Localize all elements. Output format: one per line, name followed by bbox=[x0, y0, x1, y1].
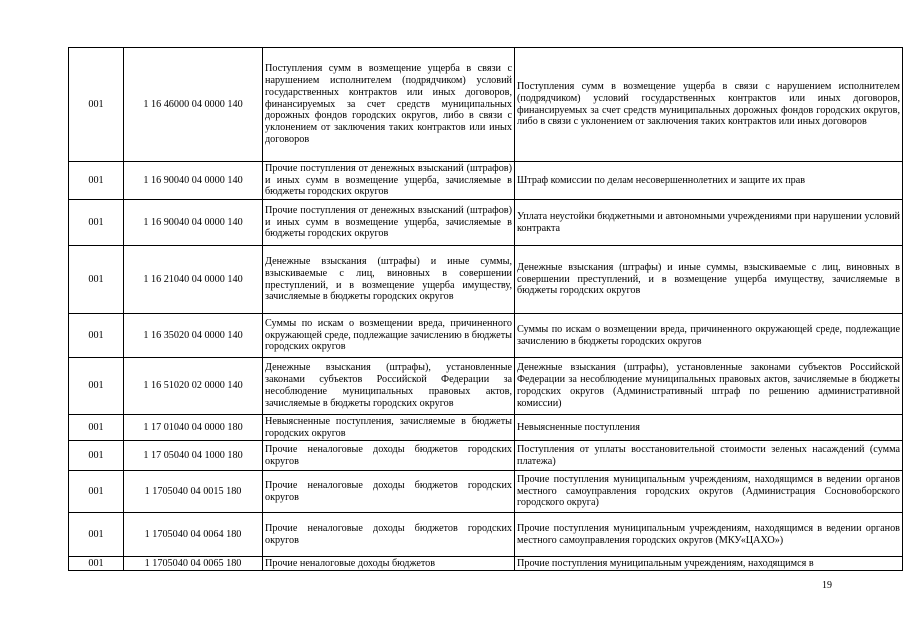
revenue-codes-table bbox=[68, 47, 903, 571]
kbk-code-cell: 1 16 46000 04 0000 140 bbox=[124, 48, 263, 162]
table-row bbox=[69, 557, 903, 571]
table-row bbox=[69, 48, 903, 162]
table-row bbox=[69, 162, 903, 200]
admin-code-cell: 001 bbox=[69, 200, 124, 246]
revenue-name-cell: Невыясненные поступления, зачисляемые в бюджеты городских округов bbox=[263, 415, 515, 441]
table-row bbox=[69, 314, 903, 358]
admin-code-cell: 001 bbox=[69, 246, 124, 314]
table-row bbox=[69, 471, 903, 513]
kbk-code-cell: 1 17 01040 04 0000 180 bbox=[124, 415, 263, 441]
revenue-description-cell: Штраф комиссии по делам несовершеннолетних и защите их прав bbox=[515, 162, 903, 200]
revenue-description-cell: Поступления сумм в возмещение ущерба в связи с нарушением исполнителем (подрядчиком) условий государственных контрактов или иных договоров, финансируемых за счет средств муниципальных дорожных фондов городских округов, либо в связи с уклонением от заключения таких контрактов или иных договоров bbox=[515, 48, 903, 162]
revenue-name-cell: Прочие поступления от денежных взысканий (штрафов) и иных сумм в возмещение ущерба, зачисляемые в бюджеты городских округов bbox=[263, 200, 515, 246]
admin-code-cell: 001 bbox=[69, 314, 124, 358]
revenue-description-cell: Прочие поступления муниципальным учреждениям, находящимся в ведении органов местного самоуправления городских округов (МКУ«ЦАХО») bbox=[515, 513, 903, 557]
kbk-code-cell: 1 16 21040 04 0000 140 bbox=[124, 246, 263, 314]
table-row bbox=[69, 415, 903, 441]
kbk-code-cell: 1 16 90040 04 0000 140 bbox=[124, 162, 263, 200]
kbk-code-cell: 1 1705040 04 0065 180 bbox=[124, 557, 263, 571]
revenue-description-cell: Денежные взыскания (штрафы), установленные законами субъектов Российской Федерации за несоблюдение муниципальных правовых актов, зачисляемые в бюджеты городских округов (Административный штраф по решению административной комиссии) bbox=[515, 358, 903, 415]
revenue-description-cell: Прочие поступления муниципальным учреждениям, находящимся в bbox=[515, 557, 903, 571]
table-row bbox=[69, 246, 903, 314]
revenue-description-cell: Денежные взыскания (штрафы) и иные суммы, взыскиваемые с лиц, виновных в совершении преступлений, и в возмещение ущерба имуществу, зачисляемые в бюджеты городских округов bbox=[515, 246, 903, 314]
revenue-description-cell: Суммы по искам о возмещении вреда, причиненного окружающей среде, подлежащие зачислению в бюджеты городских округов bbox=[515, 314, 903, 358]
revenue-description-cell: Уплата неустойки бюджетными и автономными учреждениями при нарушении условий контракта bbox=[515, 200, 903, 246]
revenue-name-cell: Прочие неналоговые доходы бюджетов городских округов bbox=[263, 471, 515, 513]
revenue-description-cell: Прочие поступления муниципальным учреждениям, находящимся в ведении органов местного самоуправления городских округов (Администрация Сосновоборского городского округа) bbox=[515, 471, 903, 513]
kbk-code-cell: 1 1705040 04 0015 180 bbox=[124, 471, 263, 513]
revenue-name-cell: Прочие неналоговые доходы бюджетов городских округов bbox=[263, 441, 515, 471]
admin-code-cell: 001 bbox=[69, 471, 124, 513]
revenue-description-cell: Поступления от уплаты восстановительной стоимости зеленых насаждений (сумма платежа) bbox=[515, 441, 903, 471]
revenue-name-cell: Прочие неналоговые доходы бюджетов bbox=[263, 557, 515, 571]
admin-code-cell: 001 bbox=[69, 557, 124, 571]
revenue-name-cell: Прочие поступления от денежных взысканий (штрафов) и иных сумм в возмещение ущерба, зачисляемые в бюджеты городских округов bbox=[263, 162, 515, 200]
admin-code-cell: 001 bbox=[69, 358, 124, 415]
admin-code-cell: 001 bbox=[69, 441, 124, 471]
revenue-description-cell: Невыясненные поступления bbox=[515, 415, 903, 441]
admin-code-cell: 001 bbox=[69, 513, 124, 557]
kbk-code-cell: 1 1705040 04 0064 180 bbox=[124, 513, 263, 557]
table-row bbox=[69, 200, 903, 246]
kbk-code-cell: 1 16 51020 02 0000 140 bbox=[124, 358, 263, 415]
kbk-code-cell: 1 17 05040 04 1000 180 bbox=[124, 441, 263, 471]
page-number: 19 bbox=[822, 580, 832, 591]
kbk-code-cell: 1 16 35020 04 0000 140 bbox=[124, 314, 263, 358]
kbk-code-cell: 1 16 90040 04 0000 140 bbox=[124, 200, 263, 246]
table-row bbox=[69, 358, 903, 415]
revenue-name-cell: Денежные взыскания (штрафы) и иные суммы, взыскиваемые с лиц, виновных в совершении преступлений, и в возмещение ущерба имуществу, зачисляемые в бюджеты городских округов bbox=[263, 246, 515, 314]
admin-code-cell: 001 bbox=[69, 48, 124, 162]
table-row bbox=[69, 441, 903, 471]
revenue-name-cell: Денежные взыскания (штрафы), установленные законами субъектов Российской Федерации за несоблюдение муниципальных правовых актов, зачисляемые в бюджеты городских округов bbox=[263, 358, 515, 415]
revenue-name-cell: Суммы по искам о возмещении вреда, причиненного окружающей среде, подлежащие зачислению в бюджеты городских округов bbox=[263, 314, 515, 358]
admin-code-cell: 001 bbox=[69, 415, 124, 441]
revenue-name-cell: Поступления сумм в возмещение ущерба в связи с нарушением исполнителем (подрядчиком) условий государственных контрактов или иных договоров, финансируемых за счет средств муниципальных дорожных фондов городских округов, либо в связи с уклонением от заключения таких контрактов или иных договоров bbox=[263, 48, 515, 162]
admin-code-cell: 001 bbox=[69, 162, 124, 200]
revenue-name-cell: Прочие неналоговые доходы бюджетов городских округов bbox=[263, 513, 515, 557]
table-row bbox=[69, 513, 903, 557]
